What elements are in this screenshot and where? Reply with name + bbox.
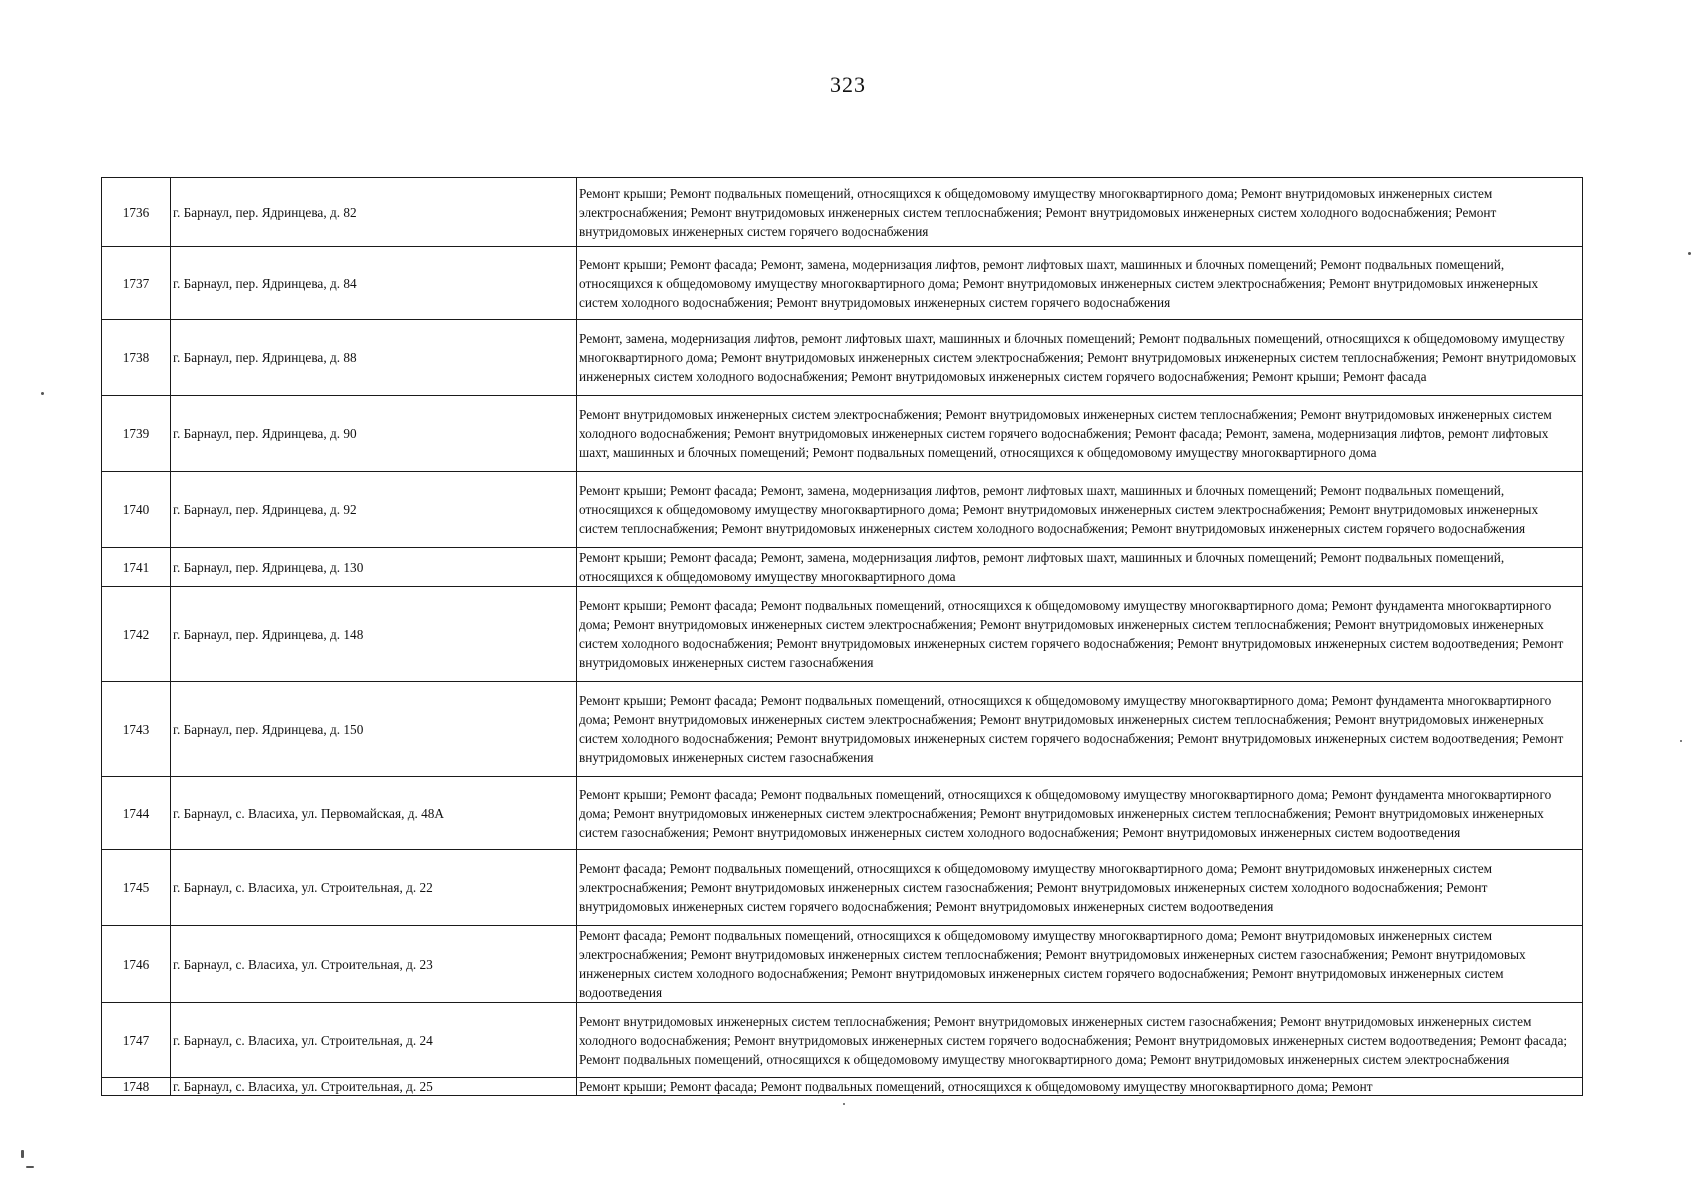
row-works: Ремонт крыши; Ремонт фасада; Ремонт подвальных помещений, относящихся к общедомовому имуществу многоквартирного дома; Ремонт фундамента многоквартирного дома; Ремонт внутридомовых инженерных систем электроснабжения; Ремонт внутридомовых инженерных систем теплоснабжения; Ремонт внутридомовых инженерных систем холодного водоснабжения; Ремонт внутридомовых инженерных систем горячего водоснабжения; Ремонт внутридомовых инженерных систем водоотведения; Ремонт внутридомовых инженерных систем газоснабжения: [577, 587, 1583, 682]
row-works: Ремонт крыши; Ремонт подвальных помещений, относящихся к общедомовому имуществу многоквартирного дома; Ремонт внутридомовых инженерных систем электроснабжения; Ремонт внутридомовых инженерных систем теплоснабжения; Ремонт внутридомовых инженерных систем холодного водоснабжения; Ремонт внутридомовых инженерных систем горячего водоснабжения: [577, 178, 1583, 247]
row-address: г. Барнаул, с. Власиха, ул. Строительная, д. 22: [171, 850, 577, 926]
repair-works-table: [101, 177, 1583, 1096]
row-number: 1746: [102, 926, 171, 1003]
table-row: [102, 548, 1583, 587]
table-row: [102, 587, 1583, 682]
table-row: [102, 850, 1583, 926]
row-address: г. Барнаул, пер. Ядринцева, д. 88: [171, 320, 577, 396]
scan-speck: [843, 1103, 845, 1105]
row-number: 1738: [102, 320, 171, 396]
row-works: Ремонт крыши; Ремонт фасада; Ремонт, замена, модернизация лифтов, ремонт лифтовых шахт, машинных и блочных помещений; Ремонт подвальных помещений, относящихся к общедомовому имуществу многоквартирного дома; Ремонт внутридомовых инженерных систем электроснабжения; Ремонт внутридомовых инженерных систем холодного водоснабжения; Ремонт внутридомовых инженерных систем горячего водоснабжения: [577, 247, 1583, 320]
table-row: [102, 472, 1583, 548]
row-address: г. Барнаул, пер. Ядринцева, д. 148: [171, 587, 577, 682]
scan-speck: [21, 1150, 24, 1158]
row-address: г. Барнаул, с. Власиха, ул. Строительная, д. 23: [171, 926, 577, 1003]
row-number: 1743: [102, 682, 171, 777]
row-number: 1739: [102, 396, 171, 472]
table-body: [102, 178, 1583, 1096]
row-address: г. Барнаул, пер. Ядринцева, д. 84: [171, 247, 577, 320]
row-address: г. Барнаул, с. Власиха, ул. Строительная, д. 24: [171, 1003, 577, 1078]
row-number: 1740: [102, 472, 171, 548]
row-address: г. Барнаул, пер. Ядринцева, д. 90: [171, 396, 577, 472]
row-works: Ремонт крыши; Ремонт фасада; Ремонт, замена, модернизация лифтов, ремонт лифтовых шахт, машинных и блочных помещений; Ремонт подвальных помещений, относящихся к общедомовому имуществу многоквартирного дома; Ремонт внутридомовых инженерных систем электроснабжения; Ремонт внутридомовых инженерных систем теплоснабжения; Ремонт внутридомовых инженерных систем холодного водоснабжения; Ремонт внутридомовых инженерных систем горячего водоснабжения: [577, 472, 1583, 548]
row-works: Ремонт крыши; Ремонт фасада; Ремонт подвальных помещений, относящихся к общедомовому имуществу многоквартирного дома; Ремонт фундамента многоквартирного дома; Ремонт внутридомовых инженерных систем электроснабжения; Ремонт внутридомовых инженерных систем теплоснабжения; Ремонт внутридомовых инженерных систем холодного водоснабжения; Ремонт внутридомовых инженерных систем горячего водоснабжения; Ремонт внутридомовых инженерных систем водоотведения; Ремонт внутридомовых инженерных систем газоснабжения: [577, 682, 1583, 777]
row-works: Ремонт внутридомовых инженерных систем электроснабжения; Ремонт внутридомовых инженерных систем теплоснабжения; Ремонт внутридомовых инженерных систем холодного водоснабжения; Ремонт внутридомовых инженерных систем горячего водоснабжения; Ремонт фасада; Ремонт, замена, модернизация лифтов, ремонт лифтовых шахт, машинных и блочных помещений; Ремонт подвальных помещений, относящихся к общедомовому имуществу многоквартирного дома: [577, 396, 1583, 472]
row-works: Ремонт крыши; Ремонт фасада; Ремонт подвальных помещений, относящихся к общедомовому имуществу многоквартирного дома; Ремонт фундамента многоквартирного дома; Ремонт внутридомовых инженерных систем электроснабжения; Ремонт внутридомовых инженерных систем теплоснабжения; Ремонт внутридомовых инженерных систем газоснабжения; Ремонт внутридомовых инженерных систем холодного водоснабжения; Ремонт внутридомовых инженерных систем водоотведения: [577, 777, 1583, 850]
row-address: г. Барнаул, с. Власиха, ул. Первомайская, д. 48А: [171, 777, 577, 850]
scan-speck: [41, 392, 44, 395]
scan-speck: [1688, 252, 1691, 255]
table-row: [102, 247, 1583, 320]
table-row: [102, 178, 1583, 247]
table-row: [102, 1078, 1583, 1096]
row-number: 1742: [102, 587, 171, 682]
row-address: г. Барнаул, пер. Ядринцева, д. 92: [171, 472, 577, 548]
row-works: Ремонт фасада; Ремонт подвальных помещений, относящихся к общедомовому имуществу многоквартирного дома; Ремонт внутридомовых инженерных систем электроснабжения; Ремонт внутридомовых инженерных систем газоснабжения; Ремонт внутридомовых инженерных систем холодного водоснабжения; Ремонт внутридомовых инженерных систем горячего водоснабжения; Ремонт внутридомовых инженерных систем водоотведения: [577, 850, 1583, 926]
row-address: г. Барнаул, пер. Ядринцева, д. 82: [171, 178, 577, 247]
table-row: [102, 926, 1583, 1003]
row-works: Ремонт, замена, модернизация лифтов, ремонт лифтовых шахт, машинных и блочных помещений; Ремонт подвальных помещений, относящихся к общедомовому имуществу многоквартирного дома; Ремонт внутридомовых инженерных систем электроснабжения; Ремонт внутридомовых инженерных систем теплоснабжения; Ремонт внутридомовых инженерных систем холодного водоснабжения; Ремонт внутридомовых инженерных систем горячего водоснабжения; Ремонт крыши; Ремонт фасада: [577, 320, 1583, 396]
table-row: [102, 777, 1583, 850]
table-row: [102, 320, 1583, 396]
row-number: 1736: [102, 178, 171, 247]
row-number: 1745: [102, 850, 171, 926]
scan-speck: [1680, 740, 1682, 742]
table-row: [102, 396, 1583, 472]
row-works: Ремонт внутридомовых инженерных систем теплоснабжения; Ремонт внутридомовых инженерных систем газоснабжения; Ремонт внутридомовых инженерных систем холодного водоснабжения; Ремонт внутридомовых инженерных систем горячего водоснабжения; Ремонт внутридомовых инженерных систем водоотведения; Ремонт фасада; Ремонт подвальных помещений, относящихся к общедомовому имуществу многоквартирного дома; Ремонт внутридомовых инженерных систем электроснабжения: [577, 1003, 1583, 1078]
row-number: 1741: [102, 548, 171, 587]
row-number: 1737: [102, 247, 171, 320]
table-row: [102, 1003, 1583, 1078]
row-address: г. Барнаул, с. Власиха, ул. Строительная, д. 25: [171, 1078, 577, 1096]
row-works: Ремонт фасада; Ремонт подвальных помещений, относящихся к общедомовому имуществу многоквартирного дома; Ремонт внутридомовых инженерных систем электроснабжения; Ремонт внутридомовых инженерных систем теплоснабжения; Ремонт внутридомовых инженерных систем газоснабжения; Ремонт внутридомовых инженерных систем холодного водоснабжения; Ремонт внутридомовых инженерных систем горячего водоснабжения; Ремонт внутридомовых инженерных систем водоотведения: [577, 926, 1583, 1003]
table-row: [102, 682, 1583, 777]
row-works: Ремонт крыши; Ремонт фасада; Ремонт, замена, модернизация лифтов, ремонт лифтовых шахт, машинных и блочных помещений; Ремонт подвальных помещений, относящихся к общедомовому имуществу многоквартирного дома: [577, 548, 1583, 587]
row-number: 1744: [102, 777, 171, 850]
row-address: г. Барнаул, пер. Ядринцева, д. 150: [171, 682, 577, 777]
row-number: 1747: [102, 1003, 171, 1078]
row-number: 1748: [102, 1078, 171, 1096]
row-works: Ремонт крыши; Ремонт фасада; Ремонт подвальных помещений, относящихся к общедомовому имуществу многоквартирного дома; Ремонт: [577, 1078, 1583, 1096]
scan-speck: [26, 1166, 34, 1168]
page-number: 323: [830, 72, 866, 97]
row-address: г. Барнаул, пер. Ядринцева, д. 130: [171, 548, 577, 587]
